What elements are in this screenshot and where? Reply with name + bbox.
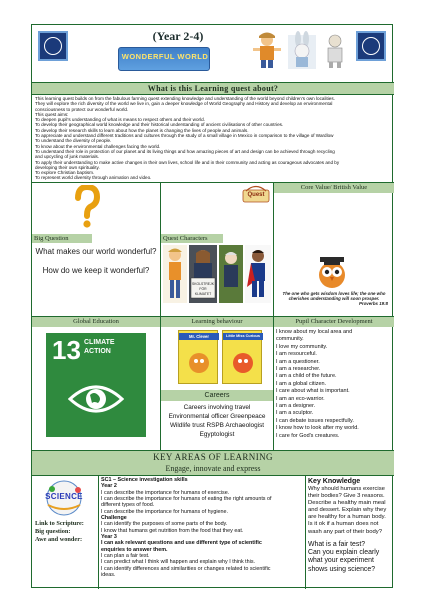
divider [160,317,161,450]
quest-heading: What is this Learning quest about? [32,83,394,94]
svg-text:FÖR: FÖR [199,287,207,291]
key-knowledge-title: Key Knowledge [308,478,361,485]
big-question-label: Big Question [32,234,92,243]
school-crest-right [356,31,386,61]
pupil-character-list: I know about my local area and community. I love my community. I am resourceful. I am a questioner. I am a researcher. I am a child of the future. I am a global citizen. I care about what is important. I am an eco-warrior. I am a designer. I am a sculptor. I can debate issues respectfully. I know how to look after my world. I care for God's creatures. [276,329,359,439]
climate-activist-image [189,245,217,303]
divider [305,475,306,589]
quest-logo: Quest [242,185,270,203]
little-miss-curious-book: Little Miss Curious [222,330,262,384]
divider [273,182,274,316]
science-links: Link to Scripture: Big question: Awe and wonder: [35,520,84,543]
science-title: SC1 – Science investigation skills [101,477,188,483]
explorer-character-image [249,31,285,69]
planning-sheet [31,24,393,588]
sdg-13-climate-action-tile: 13 CLIMATE ACTION [46,333,146,437]
big-question-text: What makes our world wonderful? How do we keep it wonderful? [35,247,157,275]
robot-character-image [322,33,348,69]
wise-owl-image [314,255,350,289]
school-crest-left [38,31,68,61]
divider [273,317,274,450]
hero-character-image [245,245,271,303]
careers-heading: Careers [161,390,273,401]
divider [98,475,99,589]
science-objectives: SC1 – Science investigation skills Year 2 I can describe the importance for humans of exercise. I can describe the importance for humans of eating the right amounts of different types of food. I can describe the importance for humans of hygiene. Challenge I can identify the purposes of some parts of the body. I know that humans get nutrition from the food that they eat. Year 3 I can ask relevant questions and use different type of scientific enquiries to answer them. I can plan a fair test. I can predict what I think will happen and explain why I think this. I can identify differences and similarities or changes related to scientific ideas. [101,477,304,579]
naturalist-image [219,245,243,303]
careers-list: Careers involving travel Environmental officer Greenpeace Wildlife trust RSPB Archaeologist Egyptologist [168,404,266,438]
divider [160,182,161,316]
science-badge-image: SCIENCE [38,479,90,517]
quest-characters-label: Quest Characters [161,234,223,243]
wonderful-world-logo: WONDERFUL WORLD [118,47,210,71]
mr-clever-book: Mr. Clever [178,330,218,384]
learning-behaviour-label: Learning behaviour [161,317,273,327]
character-explorer-image [163,245,187,303]
core-value-label: Core Value/ British Value [274,183,394,193]
pupil-character-label: Pupil Character Development [274,317,394,327]
svg-text:KLIMATET: KLIMATET [194,292,212,296]
earth-eye-icon [68,379,124,419]
svg-text:SKOLSTREJK: SKOLSTREJK [191,282,215,286]
key-areas-heading: KEY AREAS OF LEARNING Engage, innovate and express [32,451,394,475]
quest-description: This learning quest builds on from the fabulous farming quest extending knowledge and understanding of the world beyond children's own localities. They will explore the rich diversity of the world we live in, gain a deeper knowledge of World Geography and History and develop an environmental consciousness to protect our wonderful world. This quest aims: To deepen pupil's understanding of what is means to respect others and their world. To develop their geographical world knowledge and their historical understanding of ancient civilisations of other countries. To develop their research skills to learn about how the planet is changing the lives of people and animals. To appreciate and understand different traditions and cultures through the study of a small village in Mexico in comparison to the village of Wardlow To understand the diversity of people. To know about the environmental challenges facing the world. To understand their role in protection of our planet and its living things and how amazing pieces of art and design can be achieved through recycling and upcycling of junk materials. To apply their understanding to make active changes in their own lives, school life and in their community and acting as courageous advocates and by developing their own spirituality. To explore Christian baptism. To represent world diversity through animation and video. [35,96,340,181]
global-education-label: Global Education [32,317,160,327]
key-knowledge: Key Knowledge Why should humans exercise their bodies? Give 3 reasons. Describe a healthy main meal and dessert. Explain why they are healthy for a human body. Is it ok if a human does not wash any part of their body? What is a fair test? Can you explain clearly what your experiment shows using science? [308,477,393,574]
core-value-quote: The one who gets wisdom loves life; the one who cherishes understanding will soon prosper. Proverbs 19:8 [282,291,388,307]
rabbit-character-image [286,29,318,71]
divider [32,94,394,95]
divider [32,475,394,476]
year-label: (Year 2-4) [152,29,204,43]
question-mark-icon [72,185,102,229]
